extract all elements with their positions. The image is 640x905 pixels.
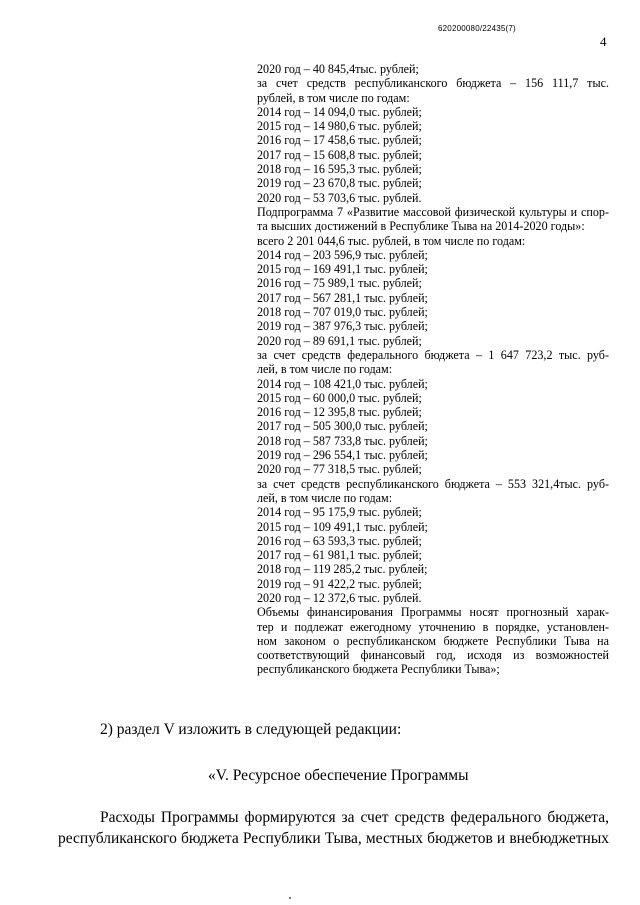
block-line: за счет средств республиканского бюджета – 553 321,4тыс. руб- <box>257 476 609 491</box>
block-line: 2020 год – 77 318,5 тыс. рублей; <box>257 462 422 477</box>
block-line: 2015 год – 14 980,6 тыс. рублей; <box>257 119 422 134</box>
block-line: 2018 год – 587 733,8 тыс. рублей; <box>257 433 428 448</box>
block-line: Подпрограмма 7 «Развитие массовой физической культуры и спор- <box>257 204 609 219</box>
block-line: 2017 год – 61 981,1 тыс. рублей; <box>257 548 422 563</box>
paragraph-line: республиканского бюджета Республики Тыва, местных бюджетов и внебюджетных <box>58 830 609 847</box>
block-line: 2018 год – 119 285,2 тыс. рублей; <box>257 562 428 577</box>
block-line: 2020 год – 89 691,1 тыс. рублей; <box>257 333 422 348</box>
block-line: за счет средств федерального бюджета – 1 647 723,2 тыс. руб- <box>257 347 609 362</box>
block-line: 2017 год – 15 608,8 тыс. рублей; <box>257 147 422 162</box>
block-line: за счет средств республиканского бюджета – 156 111,7 тыс. <box>257 76 609 91</box>
block-line: 2018 год – 707 019,0 тыс. рублей; <box>257 305 428 320</box>
block-line: та высших достижений в Республике Тыва на 2014-2020 годы»: <box>257 219 585 234</box>
block-line: 2016 год – 63 593,3 тыс. рублей; <box>257 533 422 548</box>
paragraph <box>58 807 609 849</box>
page-number: 4 <box>600 34 607 49</box>
block-line: 2017 год – 567 281,1 тыс. рублей; <box>257 290 428 305</box>
block-line: Объемы финансирования Программы носят прогнозный харак- <box>257 605 609 620</box>
block-line: соответствующий финансовый год, исходя из возможностей <box>257 648 609 663</box>
block-line: 2019 год – 91 422,2 тыс. рублей; <box>257 576 422 591</box>
block-line: 2020 год – 12 372,6 тыс. рублей. <box>257 590 422 605</box>
block-line: республиканского бюджета Республики Тыва»; <box>257 662 500 677</box>
block-line: 2014 год – 14 094,0 тыс. рублей; <box>257 104 422 119</box>
financing-block <box>257 62 609 677</box>
paragraph-line: Расходы Программы формируются за счет средств федерального бюджета, <box>100 809 609 826</box>
block-line: лей, в том числе по годам: <box>257 362 393 377</box>
block-line: 2014 год – 203 596,9 тыс. рублей; <box>257 247 428 262</box>
block-line: 2020 год – 53 703,6 тыс. рублей. <box>257 190 422 205</box>
section-heading: «V. Ресурсное обеспечение Программы <box>208 767 469 784</box>
block-line: тер и подлежат ежегодному уточнению в порядке, установлен- <box>257 619 609 634</box>
block-line: 2016 год – 12 395,8 тыс. рублей; <box>257 405 422 420</box>
block-line: 2014 год – 108 421,0 тыс. рублей; <box>257 376 428 391</box>
block-line: 2016 год – 17 458,6 тыс. рублей; <box>257 133 422 148</box>
block-line: 2016 год – 75 989,1 тыс. рублей; <box>257 276 422 291</box>
block-line: 2015 год – 169 491,1 тыс. рублей; <box>257 262 428 277</box>
amendment-item-2: 2) раздел V изложить в следующей редакции: <box>100 721 402 738</box>
block-line: ном законом о республиканском бюджете Республики Тыва на <box>257 633 609 648</box>
block-line: лей, в том числе по годам: <box>257 490 393 505</box>
block-line: 2020 год – 40 845,4тыс. рублей; <box>257 62 419 76</box>
block-line: всего 2 201 044,6 тыс. рублей, в том числе по годам: <box>257 233 526 248</box>
block-line: 2019 год – 23 670,8 тыс. рублей; <box>257 176 422 191</box>
block-line: 2017 год – 505 300,0 тыс. рублей; <box>257 419 428 434</box>
block-line: 2015 год – 109 491,1 тыс. рублей; <box>257 519 428 534</box>
scan-speck <box>289 897 291 899</box>
block-line: 2019 год – 296 554,1 тыс. рублей; <box>257 448 428 463</box>
block-line: 2019 год – 387 976,3 тыс. рублей; <box>257 319 428 334</box>
block-line: 2015 год – 60 000,0 тыс. рублей; <box>257 390 422 405</box>
document-stamp: 620200080/22435(7) <box>438 24 516 33</box>
block-line: 2018 год – 16 595,3 тыс. рублей; <box>257 162 422 177</box>
block-line: рублей, в том числе по годам: <box>257 90 410 105</box>
block-line: 2014 год – 95 175,9 тыс. рублей; <box>257 505 422 520</box>
